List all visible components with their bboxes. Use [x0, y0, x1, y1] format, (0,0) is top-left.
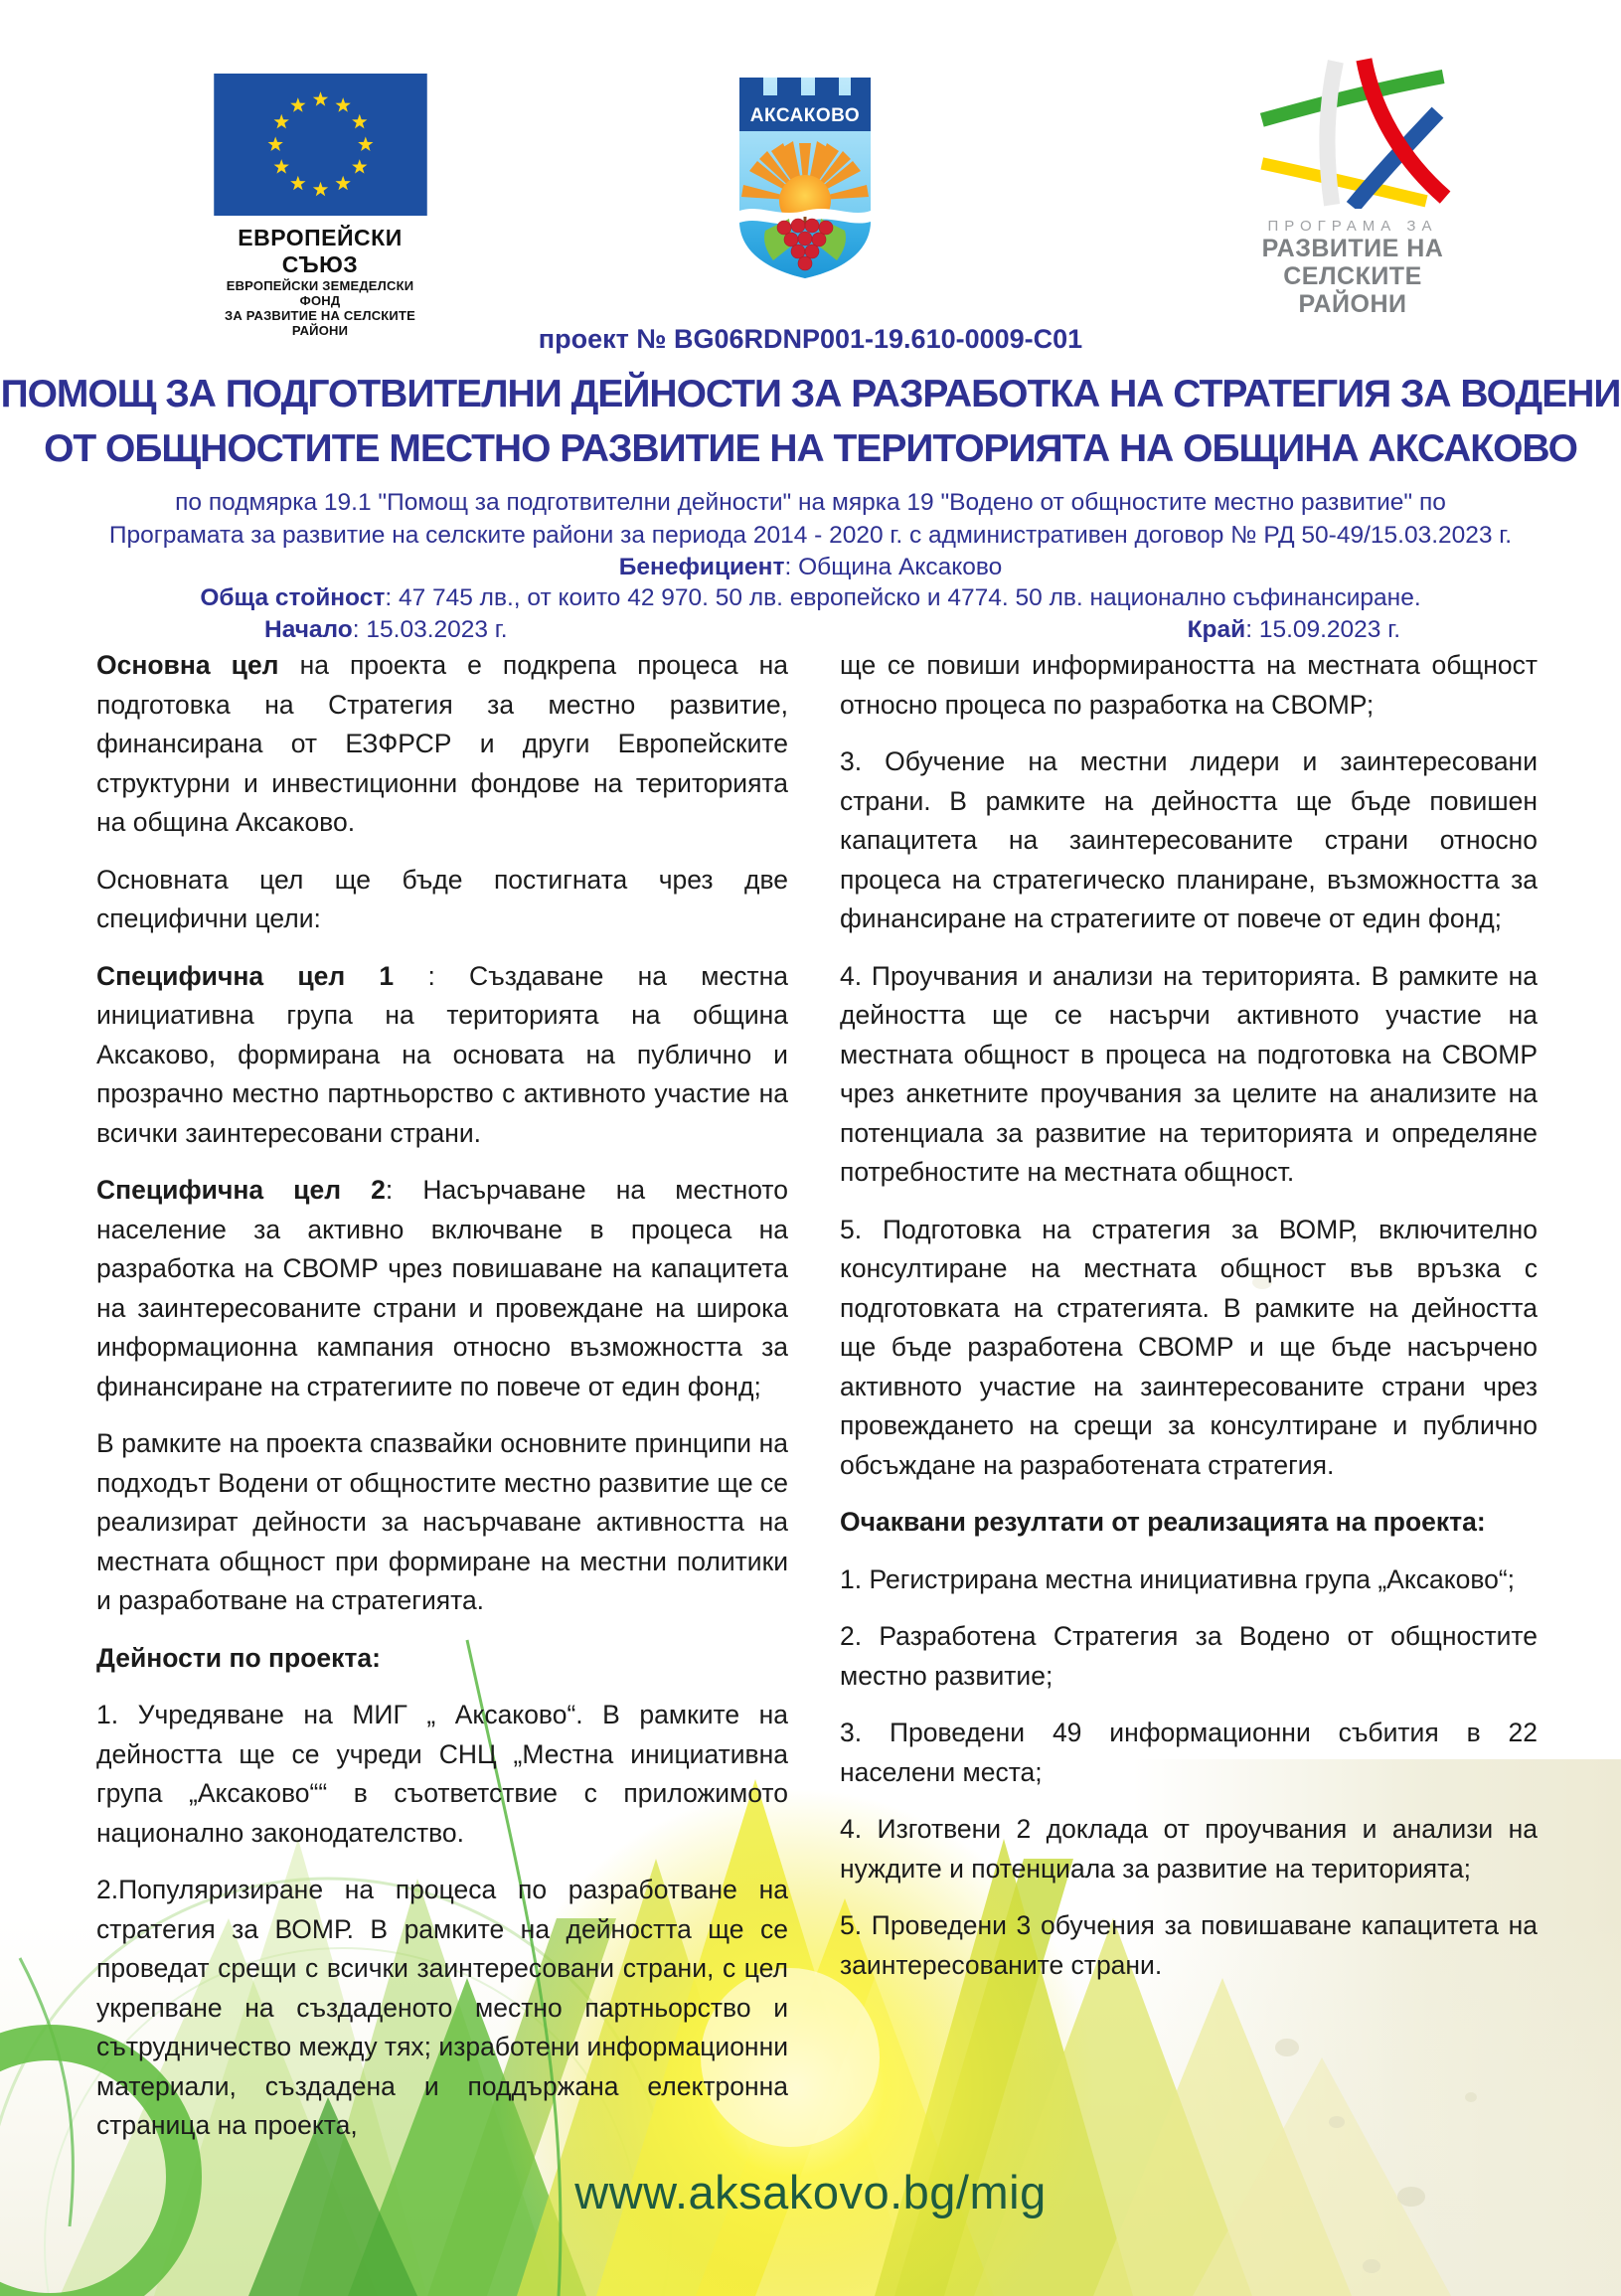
body-paragraph: 4. Изготвени 2 доклада от проучвания и анализи на нуждите и потенциала за развитие на територията;	[840, 1814, 1538, 1884]
body-paragraph: Специфична цел 1 : Създаване на местна инициативна група на територията на община Аксаково, формирана на основата на публично и прозрачно местно партньорство с активното участие на всички заинтересовани страни.	[96, 960, 789, 1148]
body-paragraph: 4. Проучвания и анализи на територията. В рамките на дейността ще се насърчи активното участие на местната общност в процеса на подготовка на СВОМР чрез анкетните проучвания за целите на анализите на потенциала за развитие на територията и определяне потребностите на местната общност.	[840, 960, 1538, 1187]
total-value-line	[0, 582, 1621, 613]
beneficiary-label: Бенефициент	[618, 554, 785, 580]
eu-logo-block	[212, 74, 428, 338]
total-label: Обща стойност	[200, 584, 386, 611]
rdp-ribbons-icon	[1253, 58, 1452, 209]
title-line-1: ПОМОЩ ЗА ПОДГОТВИТЕЛНИ ДЕЙНОСТИ ЗА РАЗРАБОТКА НА СТРАТЕГИЯ ЗА ВОДЕНИ	[0, 373, 1621, 415]
project-dates	[264, 614, 1400, 645]
body-columns	[96, 646, 1538, 2164]
body-paragraph: 2.Популяризиране на процеса по разработване на стратегия за ВОМР. В рамките на дейността ще се проведат срещи с всички заинтересовани страни, с цел укрепване на създаденото местно партньорство и сътрудничество между тях; изработени информационни материали, създадена и поддържана електронна страница на проекта,	[96, 1875, 789, 2140]
subtitle-line-2: Програмата за развитие на селските райони за периода 2014 - 2020 г. с административен договор № РД 50-49/15.03.2023 г.	[108, 522, 1513, 549]
body-paragraph: 3. Обучение на местни лидери и заинтересовани страни. В рамките на дейността ще бъде повишен капацитета на заинтересованите страни относно процеса на стратегическо планиране, възможността за финансиране на стратегиите от повече от един фонд;	[840, 746, 1538, 933]
body-paragraph: 1. Регистрирана местна инициативна група „Аксаково“;	[840, 1563, 1516, 1594]
eu-logo-subtitle-2: ЗА РАЗВИТИЕ НА СЕЛСКИТЕ РАЙОНИ	[225, 308, 415, 338]
beneficiary-value: : Община Аксаково	[784, 554, 1003, 580]
rdp-logo-line2: РАЗВИТИЕ НА	[1261, 235, 1444, 262]
body-paragraph: 3. Проведени 49 информационни събития в 22 населени места;	[840, 1718, 1538, 1787]
eu-flag-icon	[214, 74, 427, 216]
rdp-logo-line3: СЕЛСКИТЕ РАЙОНИ	[1283, 262, 1422, 318]
right-column	[840, 646, 1538, 2164]
coat-of-arms-label: АКСАКОВО	[749, 105, 861, 126]
aksakovo-coat-of-arms-icon	[735, 73, 875, 283]
body-paragraph: Основна цел на проекта е подкрепа процеса на подготовка на Стратегия за местно развитие, финансирана от ЕЗФРСР и други Европейските структурни и инвестиционни фондове на територията на община Аксаково.	[96, 650, 788, 837]
eu-logo-title: ЕВРОПЕЙСКИ СЪЮЗ	[238, 225, 403, 277]
project-website-url: www.aksakovo.bg/mig	[574, 2166, 1047, 2218]
body-paragraph: 2. Разработена Стратегия за Водено от общностите местно развитие;	[840, 1621, 1538, 1691]
body-paragraph: В рамките на проекта спазвайки основните принципи на подходът Водени от общностите местно развитие ще се реализират дейности за насърчаване активността на местната общност при формиране на местни политики и разработване на стратегията.	[96, 1428, 788, 1615]
body-paragraph: ще се повиши информираността на местната общност относно процеса по разработка на СВОМР;	[840, 650, 1538, 720]
start-date	[264, 614, 508, 645]
start-date-label: Начало	[264, 616, 353, 643]
project-header	[0, 324, 1621, 645]
beneficiary-line	[0, 552, 1621, 582]
eu-logo-subtitle-1: ЕВРОПЕЙСКИ ЗЕМЕДЕЛСКИ ФОНД	[226, 278, 414, 308]
body-paragraph: 5. Подготовка на стратегия за ВОМР, включително консултиране на местната общност във връзка с подготовката на стратегията. В рамките на дейността ще бъде разработена СВОМР и ще бъде насърчено активното участие на заинтересованите страни чрез провеждането на срещи за консултиране и публично обсъждане на разработената стратегия.	[840, 1214, 1538, 1480]
body-paragraph: 1. Учредяване на МИГ „ Аксаково“. В рамките на дейността ще се учреди СНЦ „Местна инициативна група „Аксаково““ в съответствие с приложимото национално законодателство.	[96, 1700, 788, 1848]
total-value: : 47 745 лв., от които 42 970. 50 лв. европейско и 4774. 50 лв. национално съфинансиране.	[385, 584, 1421, 611]
title-line-2: ОТ ОБЩНОСТИТЕ МЕСТНО РАЗВИТИЕ НА ТЕРИТОРИЯТА НА ОБЩИНА АКСАКОВО	[44, 427, 1577, 470]
start-date-value: : 15.03.2023 г.	[352, 616, 508, 643]
rdp-logo-line1: ПРОГРАМА ЗА	[1267, 218, 1438, 235]
body-paragraph: Основната цел ще бъде постигната чрез две специфични цели:	[96, 864, 788, 933]
section-heading-results: Очаквани резултати от реализацията на проекта:	[840, 1507, 1486, 1537]
left-column	[96, 646, 788, 2164]
rdp-logo-block	[1230, 58, 1475, 318]
subtitle-line-1: по подмярка 19.1 "Помощ за подготвителни дейности" на мярка 19 "Водено от общностите местно развитие" по	[175, 489, 1446, 516]
page-title	[0, 367, 1621, 476]
end-date-value: : 15.09.2023 г.	[1245, 616, 1400, 643]
end-date-label: Край	[1187, 616, 1246, 643]
project-number: проект № BG06RDNP001-19.610-0009-C01	[538, 324, 1083, 354]
body-paragraph: 5. Проведени 3 обучения за повишаване капацитета на заинтересованите страни.	[840, 1910, 1538, 1980]
end-date	[1188, 614, 1400, 645]
body-paragraph: Специфична цел 2: Насърчаване на местното население за активно включване в процеса на разработка на СВОМР чрез повишаване на капацитета на заинтересованите страни и провеждане на широка информационна кампания относно възможността за финансиране на стратегиите по повече от един фонд;	[96, 1175, 788, 1401]
section-heading-activities: Дейности по проекта:	[96, 1642, 381, 1673]
